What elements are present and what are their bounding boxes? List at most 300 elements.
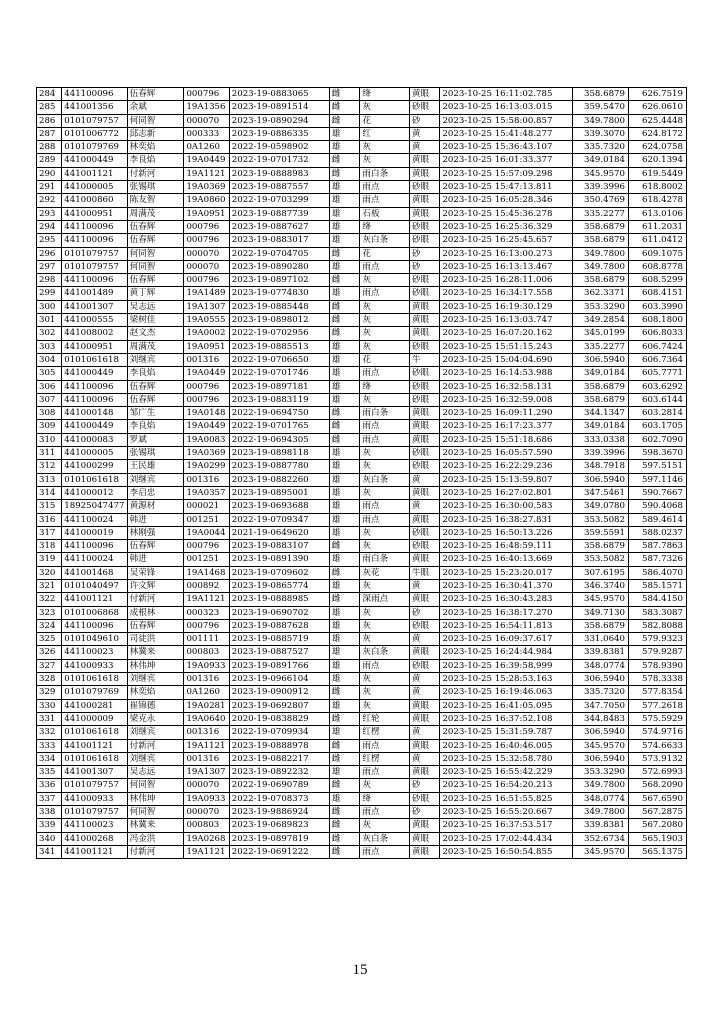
owner-name-cell: 张锡琪 bbox=[127, 181, 184, 194]
owner-name-cell: 赵文杰 bbox=[127, 327, 184, 340]
loft-code-cell: 19A0369 bbox=[184, 447, 229, 460]
ring-number-cell: 2023-19-0690702 bbox=[229, 606, 329, 619]
speed-cell: 613.0106 bbox=[629, 207, 687, 220]
member-id-cell: 441100023 bbox=[62, 646, 127, 659]
eye-cell: 砂眼 bbox=[409, 393, 440, 406]
loft-code-cell: 19A0449 bbox=[184, 420, 229, 433]
member-id-cell: 441100096 bbox=[62, 274, 127, 287]
color-cell: 红 bbox=[360, 127, 410, 140]
member-id-cell: 0101079757 bbox=[62, 806, 127, 819]
ring-number-cell: 2023-19-0883119 bbox=[229, 393, 329, 406]
member-id-cell: 0101049610 bbox=[62, 633, 127, 646]
color-cell: 雨白条 bbox=[360, 407, 410, 420]
rank-cell: 292 bbox=[37, 194, 62, 207]
distance-cell: 339.3996 bbox=[573, 447, 629, 460]
loft-code-cell: 19A0555 bbox=[184, 314, 229, 327]
ring-number-cell: 2023-19-0892232 bbox=[229, 766, 329, 779]
loft-code-cell: 000070 bbox=[184, 779, 229, 792]
distance-cell: 359.5470 bbox=[573, 101, 629, 114]
distance-cell: 306.5940 bbox=[573, 726, 629, 739]
arrival-time-cell: 2023-10-25 16:51:55.825 bbox=[440, 792, 573, 805]
sex-cell: 雌 bbox=[329, 433, 360, 446]
member-id-cell: 441000951 bbox=[62, 207, 127, 220]
rank-cell: 295 bbox=[37, 234, 62, 247]
ring-number-cell: 2023-19-0865774 bbox=[229, 579, 329, 592]
distance-cell: 306.5940 bbox=[573, 673, 629, 686]
eye-cell: 砂眼 bbox=[409, 619, 440, 632]
loft-code-cell: 000070 bbox=[184, 247, 229, 260]
arrival-time-cell: 2023-10-25 16:14:53.988 bbox=[440, 367, 573, 380]
color-cell: 雨点 bbox=[360, 806, 410, 819]
rank-cell: 289 bbox=[37, 154, 62, 167]
arrival-time-cell: 2023-10-25 16:41:05.095 bbox=[440, 699, 573, 712]
sex-cell: 雌 bbox=[329, 420, 360, 433]
ring-number-cell: 2023-19-0689823 bbox=[229, 819, 329, 832]
eye-cell: 砂 bbox=[409, 260, 440, 273]
loft-code-cell: 19A0951 bbox=[184, 207, 229, 220]
member-id-cell: 441000083 bbox=[62, 433, 127, 446]
ring-number-cell: 2022-19-0706650 bbox=[229, 353, 329, 366]
arrival-time-cell: 2023-10-25 16:37:53.517 bbox=[440, 819, 573, 832]
color-cell: 雨点 bbox=[360, 845, 410, 858]
ring-number-cell: 2023-19-0895001 bbox=[229, 486, 329, 499]
table-row bbox=[37, 806, 687, 819]
rank-cell: 284 bbox=[37, 88, 62, 101]
distance-cell: 339.8381 bbox=[573, 646, 629, 659]
distance-cell: 306.5940 bbox=[573, 473, 629, 486]
member-id-cell: 441001121 bbox=[62, 167, 127, 180]
member-id-cell: 441100096 bbox=[62, 234, 127, 247]
arrival-time-cell: 2023-10-25 16:39:58.999 bbox=[440, 659, 573, 672]
member-id-cell: 441000009 bbox=[62, 712, 127, 725]
ring-number-cell: 2023-19-0885513 bbox=[229, 340, 329, 353]
member-id-cell: 441001489 bbox=[62, 287, 127, 300]
table-row bbox=[37, 500, 687, 513]
color-cell: 红轮 bbox=[360, 712, 410, 725]
rank-cell: 301 bbox=[37, 314, 62, 327]
eye-cell: 黄眼 bbox=[409, 739, 440, 752]
rank-cell: 340 bbox=[37, 832, 62, 845]
rank-cell: 308 bbox=[37, 407, 62, 420]
speed-cell: 565.1375 bbox=[629, 845, 687, 858]
member-id-cell: 441000281 bbox=[62, 699, 127, 712]
table-row bbox=[37, 619, 687, 632]
loft-code-cell: 001316 bbox=[184, 673, 229, 686]
speed-cell: 574.9716 bbox=[629, 726, 687, 739]
color-cell: 灰白条 bbox=[360, 646, 410, 659]
rank-cell: 305 bbox=[37, 367, 62, 380]
distance-cell: 347.7050 bbox=[573, 699, 629, 712]
loft-code-cell: 000333 bbox=[184, 127, 229, 140]
member-id-cell: 0101006868 bbox=[62, 606, 127, 619]
ring-number-cell: 2023-19-0888983 bbox=[229, 167, 329, 180]
rank-cell: 293 bbox=[37, 207, 62, 220]
distance-cell: 349.2854 bbox=[573, 314, 629, 327]
ring-number-cell: 2023-19-0887780 bbox=[229, 460, 329, 473]
ring-number-cell: 2023-19-0883017 bbox=[229, 234, 329, 247]
sex-cell: 雄 bbox=[329, 726, 360, 739]
speed-cell: 603.6292 bbox=[629, 380, 687, 393]
sex-cell: 雌 bbox=[329, 593, 360, 606]
owner-name-cell: 付新河 bbox=[127, 167, 184, 180]
table-row bbox=[37, 779, 687, 792]
distance-cell: 345.0199 bbox=[573, 327, 629, 340]
sex-cell: 雌 bbox=[329, 327, 360, 340]
ring-number-cell: 2023-19-0898118 bbox=[229, 447, 329, 460]
member-id-cell: 0101061618 bbox=[62, 673, 127, 686]
ring-number-cell: 2022-19-0694750 bbox=[229, 407, 329, 420]
ring-number-cell: 2023-19-0897181 bbox=[229, 380, 329, 393]
distance-cell: 345.9570 bbox=[573, 739, 629, 752]
ring-number-cell: 2022-19-0709934 bbox=[229, 726, 329, 739]
sex-cell: 雄 bbox=[329, 340, 360, 353]
owner-name-cell: 李良焰 bbox=[127, 367, 184, 380]
loft-code-cell: 19A1489 bbox=[184, 287, 229, 300]
arrival-time-cell: 2023-10-25 16:28:11.006 bbox=[440, 274, 573, 287]
eye-cell: 砂 bbox=[409, 114, 440, 127]
speed-cell: 608.1800 bbox=[629, 314, 687, 327]
eye-cell: 黄 bbox=[409, 127, 440, 140]
member-id-cell: 441000933 bbox=[62, 659, 127, 672]
table-row bbox=[37, 380, 687, 393]
distance-cell: 353.3290 bbox=[573, 766, 629, 779]
table-row bbox=[37, 88, 687, 101]
distance-cell: 362.3371 bbox=[573, 287, 629, 300]
member-id-cell: 441000449 bbox=[62, 420, 127, 433]
loft-code-cell: 0A1260 bbox=[184, 686, 229, 699]
eye-cell: 黄眼 bbox=[409, 513, 440, 526]
rank-cell: 317 bbox=[37, 526, 62, 539]
rank-cell: 323 bbox=[37, 606, 62, 619]
distance-cell: 349.7800 bbox=[573, 247, 629, 260]
rank-cell: 320 bbox=[37, 566, 62, 579]
arrival-time-cell: 2023-10-25 16:19:46.063 bbox=[440, 686, 573, 699]
eye-cell: 黄 bbox=[409, 633, 440, 646]
sex-cell: 雌 bbox=[329, 686, 360, 699]
table-row bbox=[37, 686, 687, 699]
eye-cell: 黄 bbox=[409, 686, 440, 699]
arrival-time-cell: 2023-10-25 16:37:52.108 bbox=[440, 712, 573, 725]
loft-code-cell: 001316 bbox=[184, 752, 229, 765]
sex-cell: 雄 bbox=[329, 234, 360, 247]
distance-cell: 349.7800 bbox=[573, 806, 629, 819]
color-cell: 雨点 bbox=[360, 739, 410, 752]
arrival-time-cell: 2023-10-25 15:51:15.243 bbox=[440, 340, 573, 353]
table-row bbox=[37, 167, 687, 180]
table-row bbox=[37, 127, 687, 140]
owner-name-cell: 何同智 bbox=[127, 806, 184, 819]
eye-cell: 黄眼 bbox=[409, 207, 440, 220]
arrival-time-cell: 2023-10-25 16:13:03.015 bbox=[440, 101, 573, 114]
loft-code-cell: 19A0951 bbox=[184, 340, 229, 353]
eye-cell: 砂眼 bbox=[409, 447, 440, 460]
sex-cell: 雌 bbox=[329, 114, 360, 127]
color-cell: 灰 bbox=[360, 101, 410, 114]
distance-cell: 358.6879 bbox=[573, 540, 629, 553]
table-row bbox=[37, 114, 687, 127]
eye-cell: 黄 bbox=[409, 752, 440, 765]
rank-cell: 286 bbox=[37, 114, 62, 127]
arrival-time-cell: 2023-10-25 16:25:45.657 bbox=[440, 234, 573, 247]
sex-cell: 雌 bbox=[329, 167, 360, 180]
color-cell: 雨点 bbox=[360, 500, 410, 513]
color-cell: 灰 bbox=[360, 447, 410, 460]
sex-cell: 雌 bbox=[329, 88, 360, 101]
ring-number-cell: 2023-19-0709602 bbox=[229, 566, 329, 579]
color-cell: 灰 bbox=[360, 579, 410, 592]
eye-cell: 黄眼 bbox=[409, 167, 440, 180]
eye-cell: 砂 bbox=[409, 606, 440, 619]
table-row bbox=[37, 513, 687, 526]
speed-cell: 574.6633 bbox=[629, 739, 687, 752]
sex-cell: 雄 bbox=[329, 699, 360, 712]
eye-cell: 黄眼 bbox=[409, 486, 440, 499]
member-id-cell: 441100024 bbox=[62, 553, 127, 566]
distance-cell: 344.8483 bbox=[573, 712, 629, 725]
arrival-time-cell: 2023-10-25 16:54:20.213 bbox=[440, 779, 573, 792]
rank-cell: 333 bbox=[37, 739, 62, 752]
loft-code-cell: 19A1121 bbox=[184, 739, 229, 752]
rank-cell: 288 bbox=[37, 141, 62, 154]
table-row bbox=[37, 553, 687, 566]
owner-name-cell: 付新河 bbox=[127, 845, 184, 858]
loft-code-cell: 000796 bbox=[184, 380, 229, 393]
color-cell: 灰白条 bbox=[360, 832, 410, 845]
speed-cell: 565.1903 bbox=[629, 832, 687, 845]
rank-cell: 328 bbox=[37, 673, 62, 686]
member-id-cell: 0101061618 bbox=[62, 726, 127, 739]
member-id-cell: 441100096 bbox=[62, 220, 127, 233]
member-id-cell: 441100096 bbox=[62, 380, 127, 393]
arrival-time-cell: 2023-10-25 15:36:43.107 bbox=[440, 141, 573, 154]
arrival-time-cell: 2023-10-25 15:13:59.807 bbox=[440, 473, 573, 486]
eye-cell: 砂眼 bbox=[409, 460, 440, 473]
rank-cell: 339 bbox=[37, 819, 62, 832]
color-cell: 灰 bbox=[360, 619, 410, 632]
arrival-time-cell: 2023-10-25 16:30:43.283 bbox=[440, 593, 573, 606]
member-id-cell: 0101061618 bbox=[62, 473, 127, 486]
loft-code-cell: 19A0933 bbox=[184, 659, 229, 672]
table-row bbox=[37, 300, 687, 313]
distance-cell: 306.5940 bbox=[573, 353, 629, 366]
distance-cell: 359.5591 bbox=[573, 526, 629, 539]
color-cell: 花 bbox=[360, 353, 410, 366]
owner-name-cell: 林奕焰 bbox=[127, 141, 184, 154]
loft-code-cell: 000796 bbox=[184, 234, 229, 247]
sex-cell: 雌 bbox=[329, 779, 360, 792]
member-id-cell: 441000148 bbox=[62, 407, 127, 420]
speed-cell: 608.8778 bbox=[629, 260, 687, 273]
distance-cell: 349.7130 bbox=[573, 606, 629, 619]
speed-cell: 585.1571 bbox=[629, 579, 687, 592]
table-row bbox=[37, 433, 687, 446]
table-row bbox=[37, 526, 687, 539]
ring-number-cell: 2023-19-9886924 bbox=[229, 806, 329, 819]
speed-cell: 606.8033 bbox=[629, 327, 687, 340]
loft-code-cell: 19A0148 bbox=[184, 407, 229, 420]
table-row bbox=[37, 460, 687, 473]
owner-name-cell: 林刚强 bbox=[127, 526, 184, 539]
owner-name-cell: 李良焰 bbox=[127, 154, 184, 167]
sex-cell: 雄 bbox=[329, 367, 360, 380]
owner-name-cell: 伍春辉 bbox=[127, 393, 184, 406]
eye-cell: 黄 bbox=[409, 673, 440, 686]
arrival-time-cell: 2023-10-25 15:41:48.277 bbox=[440, 127, 573, 140]
distance-cell: 358.6879 bbox=[573, 393, 629, 406]
eye-cell: 黄眼 bbox=[409, 300, 440, 313]
color-cell: 灰 bbox=[360, 300, 410, 313]
sex-cell: 雌 bbox=[329, 832, 360, 845]
rank-cell: 327 bbox=[37, 659, 62, 672]
member-id-cell: 441001307 bbox=[62, 300, 127, 313]
sex-cell: 雌 bbox=[329, 101, 360, 114]
color-cell: 灰 bbox=[360, 486, 410, 499]
sex-cell: 雌 bbox=[329, 739, 360, 752]
owner-name-cell: 韩进 bbox=[127, 513, 184, 526]
rank-cell: 341 bbox=[37, 845, 62, 858]
ring-number-cell: 2023-19-0891390 bbox=[229, 553, 329, 566]
ring-number-cell: 2021-19-0649620 bbox=[229, 526, 329, 539]
distance-cell: 353.5082 bbox=[573, 553, 629, 566]
distance-cell: 349.7800 bbox=[573, 114, 629, 127]
member-id-cell: 441000005 bbox=[62, 447, 127, 460]
ring-number-cell: 2023-19-0693688 bbox=[229, 500, 329, 513]
arrival-time-cell: 2023-10-25 16:05:28.346 bbox=[440, 194, 573, 207]
table-row bbox=[37, 739, 687, 752]
color-cell: 雨点 bbox=[360, 260, 410, 273]
sex-cell: 雌 bbox=[329, 407, 360, 420]
sex-cell: 雌 bbox=[329, 806, 360, 819]
speed-cell: 620.1394 bbox=[629, 154, 687, 167]
speed-cell: 579.9287 bbox=[629, 646, 687, 659]
color-cell: 绛 bbox=[360, 88, 410, 101]
sex-cell: 雄 bbox=[329, 194, 360, 207]
color-cell: 雨点 bbox=[360, 659, 410, 672]
ring-number-cell: 2023-19-0885719 bbox=[229, 633, 329, 646]
color-cell: 灰 bbox=[360, 699, 410, 712]
distance-cell: 331.0640 bbox=[573, 633, 629, 646]
owner-name-cell: 冯金洪 bbox=[127, 832, 184, 845]
member-id-cell: 441100023 bbox=[62, 819, 127, 832]
member-id-cell: 441000555 bbox=[62, 314, 127, 327]
speed-cell: 586.4070 bbox=[629, 566, 687, 579]
rank-cell: 337 bbox=[37, 792, 62, 805]
distance-cell: 348.0774 bbox=[573, 792, 629, 805]
table-row bbox=[37, 314, 687, 327]
loft-code-cell: 001251 bbox=[184, 553, 229, 566]
distance-cell: 353.3290 bbox=[573, 300, 629, 313]
distance-cell: 358.6879 bbox=[573, 380, 629, 393]
member-id-cell: 0101040497 bbox=[62, 579, 127, 592]
loft-code-cell: 19A1121 bbox=[184, 593, 229, 606]
eye-cell: 砂眼 bbox=[409, 540, 440, 553]
sex-cell: 雄 bbox=[329, 513, 360, 526]
sex-cell: 雄 bbox=[329, 380, 360, 393]
color-cell: 雨点 bbox=[360, 420, 410, 433]
owner-name-cell: 梁克永 bbox=[127, 712, 184, 725]
owner-name-cell: 司徒洪 bbox=[127, 633, 184, 646]
table-row bbox=[37, 407, 687, 420]
speed-cell: 606.7424 bbox=[629, 340, 687, 353]
ring-number-cell: 2022-19-0694305 bbox=[229, 433, 329, 446]
color-cell: 灰 bbox=[360, 606, 410, 619]
ring-number-cell: 2022-19-0703299 bbox=[229, 194, 329, 207]
arrival-time-cell: 2023-10-25 16:27:02.801 bbox=[440, 486, 573, 499]
eye-cell: 砂眼 bbox=[409, 659, 440, 672]
color-cell: 雨点 bbox=[360, 513, 410, 526]
eye-cell: 黄眼 bbox=[409, 712, 440, 725]
table-row bbox=[37, 393, 687, 406]
rank-cell: 306 bbox=[37, 380, 62, 393]
owner-name-cell: 李良焰 bbox=[127, 420, 184, 433]
loft-code-cell: 000796 bbox=[184, 540, 229, 553]
arrival-time-cell: 2023-10-25 16:05:57.590 bbox=[440, 447, 573, 460]
rank-cell: 313 bbox=[37, 473, 62, 486]
table-row bbox=[37, 234, 687, 247]
member-id-cell: 441000860 bbox=[62, 194, 127, 207]
distance-cell: 339.8381 bbox=[573, 819, 629, 832]
member-id-cell: 441001356 bbox=[62, 101, 127, 114]
arrival-time-cell: 2023-10-25 16:40:13.669 bbox=[440, 553, 573, 566]
member-id-cell: 441000449 bbox=[62, 367, 127, 380]
owner-name-cell: 崔锦德 bbox=[127, 699, 184, 712]
distance-cell: 345.9570 bbox=[573, 167, 629, 180]
table-row bbox=[37, 194, 687, 207]
speed-cell: 587.7863 bbox=[629, 540, 687, 553]
speed-cell: 587.7326 bbox=[629, 553, 687, 566]
table-row bbox=[37, 540, 687, 553]
table-row bbox=[37, 447, 687, 460]
eye-cell: 黄眼 bbox=[409, 553, 440, 566]
color-cell: 灰 bbox=[360, 673, 410, 686]
distance-cell: 335.2277 bbox=[573, 207, 629, 220]
owner-name-cell: 伍春辉 bbox=[127, 220, 184, 233]
ring-number-cell: 2022-19-0709347 bbox=[229, 513, 329, 526]
speed-cell: 611.0412 bbox=[629, 234, 687, 247]
table-row bbox=[37, 287, 687, 300]
rank-cell: 290 bbox=[37, 167, 62, 180]
arrival-time-cell: 2023-10-25 16:40:46.005 bbox=[440, 739, 573, 752]
loft-code-cell: 000796 bbox=[184, 619, 229, 632]
loft-code-cell: 000796 bbox=[184, 274, 229, 287]
sex-cell: 雌 bbox=[329, 540, 360, 553]
loft-code-cell: 000021 bbox=[184, 500, 229, 513]
table-row bbox=[37, 340, 687, 353]
color-cell: 灰 bbox=[360, 154, 410, 167]
owner-name-cell: 邱志新 bbox=[127, 127, 184, 140]
color-cell: 灰 bbox=[360, 314, 410, 327]
loft-code-cell: 19A1356 bbox=[184, 101, 229, 114]
arrival-time-cell: 2023-10-25 16:55:42.229 bbox=[440, 766, 573, 779]
table-row bbox=[37, 845, 687, 858]
sex-cell: 雄 bbox=[329, 526, 360, 539]
arrival-time-cell: 2023-10-25 16:11:02.785 bbox=[440, 88, 573, 101]
loft-code-cell: 19A0299 bbox=[184, 460, 229, 473]
member-id-cell: 441001121 bbox=[62, 593, 127, 606]
speed-cell: 575.5929 bbox=[629, 712, 687, 725]
arrival-time-cell: 2023-10-25 16:32:59.008 bbox=[440, 393, 573, 406]
table-row bbox=[37, 141, 687, 154]
sex-cell: 雌 bbox=[329, 300, 360, 313]
sex-cell: 雄 bbox=[329, 473, 360, 486]
speed-cell: 624.8172 bbox=[629, 127, 687, 140]
arrival-time-cell: 2023-10-25 15:45:36.278 bbox=[440, 207, 573, 220]
owner-name-cell: 付新河 bbox=[127, 739, 184, 752]
table-row bbox=[37, 832, 687, 845]
distance-cell: 349.7800 bbox=[573, 779, 629, 792]
owner-name-cell: 黄源材 bbox=[127, 500, 184, 513]
ring-number-cell: 2020-19-0838829 bbox=[229, 712, 329, 725]
